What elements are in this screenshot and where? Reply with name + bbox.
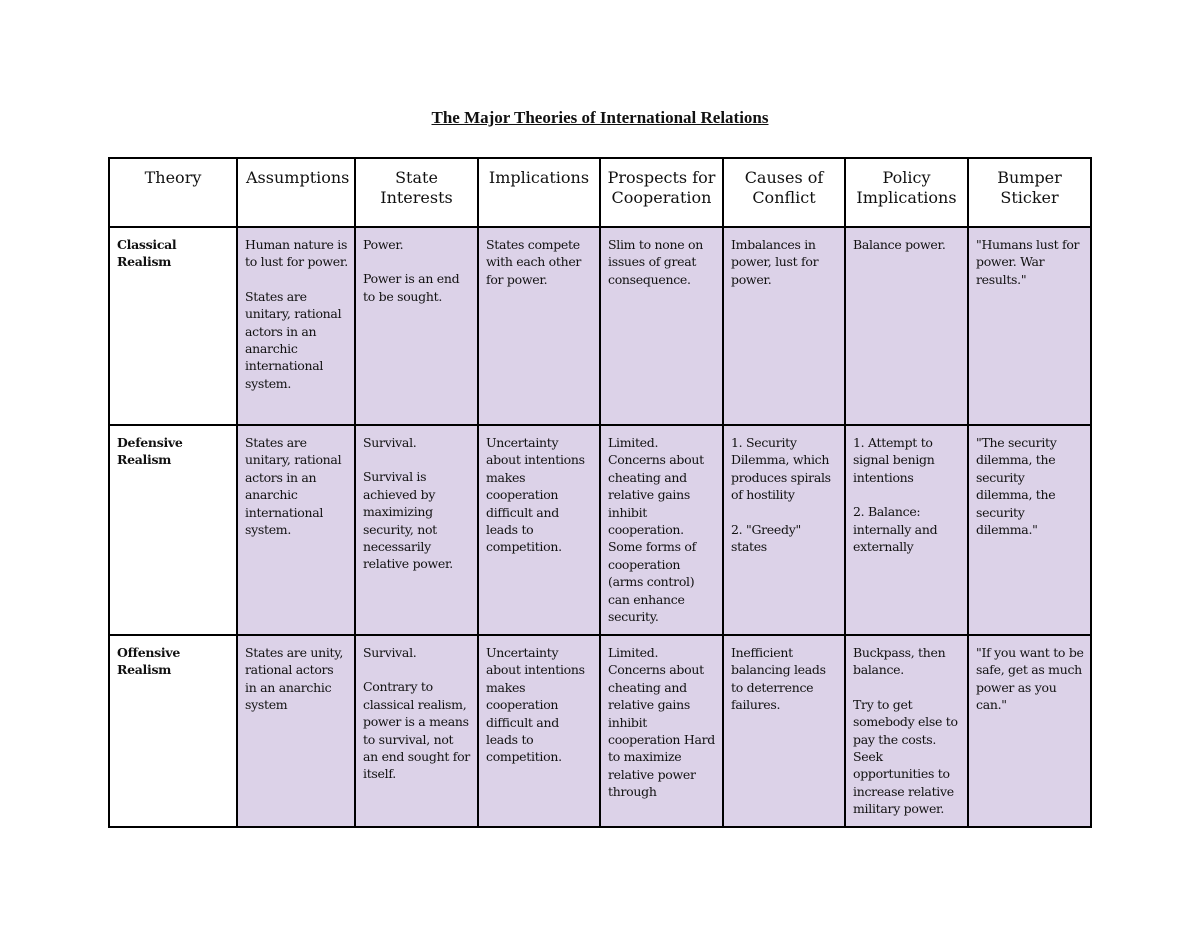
conflict-cell: [723, 635, 845, 827]
header-theory: Theory: [109, 158, 237, 227]
cell-paragraph: Power is an end to be sought.: [363, 271, 460, 304]
conflict-cell: [723, 425, 845, 635]
theory-cell: Classical Realism: [109, 227, 237, 425]
assumptions-cell: [237, 635, 355, 827]
cell-paragraph: 2. Balance: internally and externally: [853, 504, 938, 555]
document-title: The Major Theories of International Relations: [431, 108, 769, 127]
cell-paragraph: "The security dilemma, the security dilemma, the security dilemma.": [976, 435, 1057, 538]
implications-cell: [478, 425, 600, 635]
header-bumper-sticker: Bumper Sticker: [968, 158, 1091, 227]
header-assumptions: Assumptions: [237, 158, 355, 227]
header-prospects-for-cooperation: Prospects for Cooperation: [600, 158, 723, 227]
cell-paragraph: Limited. Concerns about cheating and relative gains inhibit cooperation Hard to maximize relative power through: [608, 645, 715, 800]
conflict-cell: [723, 227, 845, 425]
implications-cell: [478, 635, 600, 827]
cell-paragraph: Survival is achieved by maximizing security, not necessarily relative power.: [363, 469, 453, 572]
cell-paragraph: Human nature is to lust for power.: [245, 237, 348, 270]
cell-paragraph: Uncertainty about intentions makes cooperation difficult and leads to competition.: [486, 645, 585, 765]
cell-paragraph: Balance power.: [853, 237, 946, 252]
policy-cell: [845, 425, 968, 635]
cell-paragraph: Power.: [363, 237, 404, 252]
theories-table: [108, 157, 1092, 828]
bumper-sticker-cell: [968, 227, 1091, 425]
cell-paragraph: Imbalances in power, lust for power.: [731, 237, 819, 287]
assumptions-cell: [237, 425, 355, 635]
cell-paragraph: 2. "Greedy" states: [731, 521, 801, 555]
header-causes-of-conflict: Causes of Conflict: [723, 158, 845, 227]
bumper-sticker-cell: [968, 635, 1091, 827]
header-policy-implications: Policy Implications: [845, 158, 968, 227]
cooperation-cell: [600, 425, 723, 635]
implications-cell: [478, 227, 600, 425]
cell-paragraph: States are unitary, rational actors in an anarchic international system.: [245, 435, 342, 538]
cell-paragraph: Survival.: [363, 645, 417, 660]
table-row: [109, 227, 1091, 425]
theory-cell: Defensive Realism: [109, 425, 237, 635]
header-row: [109, 158, 1091, 227]
cell-paragraph: Survival.: [363, 435, 417, 450]
assumptions-cell: [237, 227, 355, 425]
cooperation-cell: [600, 635, 723, 827]
cell-paragraph: Limited. Concerns about cheating and relative gains inhibit cooperation. Some forms of cooperation (arms control) can enhance security.: [608, 435, 704, 625]
theory-cell: Offensive Realism: [109, 635, 237, 827]
state-interests-cell: [355, 635, 478, 827]
cell-paragraph: 1. Attempt to signal benign intentions: [853, 435, 935, 485]
cell-paragraph: "If you want to be safe, get as much power as you can.": [976, 645, 1084, 713]
cell-paragraph: Buckpass, then balance.: [853, 645, 946, 678]
table-row: [109, 425, 1091, 635]
cell-paragraph: States are unity, rational actors in an anarchic system: [245, 645, 344, 713]
cell-paragraph: Inefficient balancing leads to deterrence failures.: [731, 645, 826, 713]
cell-paragraph: Contrary to classical realism, power is a means to survival, not an end sought for itself.: [363, 679, 470, 782]
bumper-sticker-cell: [968, 425, 1091, 635]
header-state-interests: State Interests: [355, 158, 478, 227]
cell-paragraph: Try to get somebody else to pay the costs. Seek opportunities to increase relative military power.: [853, 696, 958, 817]
cell-paragraph: "Humans lust for power. War results.": [976, 237, 1080, 287]
policy-cell: [845, 227, 968, 425]
cooperation-cell: [600, 227, 723, 425]
header-implications: Implications: [478, 158, 600, 227]
cell-paragraph: Uncertainty about intentions makes cooperation difficult and leads to competition.: [486, 435, 585, 555]
policy-cell: [845, 635, 968, 827]
cell-paragraph: Slim to none on issues of great consequence.: [608, 237, 703, 287]
cell-paragraph: States are unitary, rational actors in an anarchic international system.: [245, 288, 342, 391]
state-interests-cell: [355, 227, 478, 425]
cell-paragraph: States compete with each other for power.: [486, 237, 582, 287]
cell-paragraph: 1. Security Dilemma, which produces spirals of hostility: [731, 435, 831, 503]
state-interests-cell: [355, 425, 478, 635]
table-row: [109, 635, 1091, 827]
